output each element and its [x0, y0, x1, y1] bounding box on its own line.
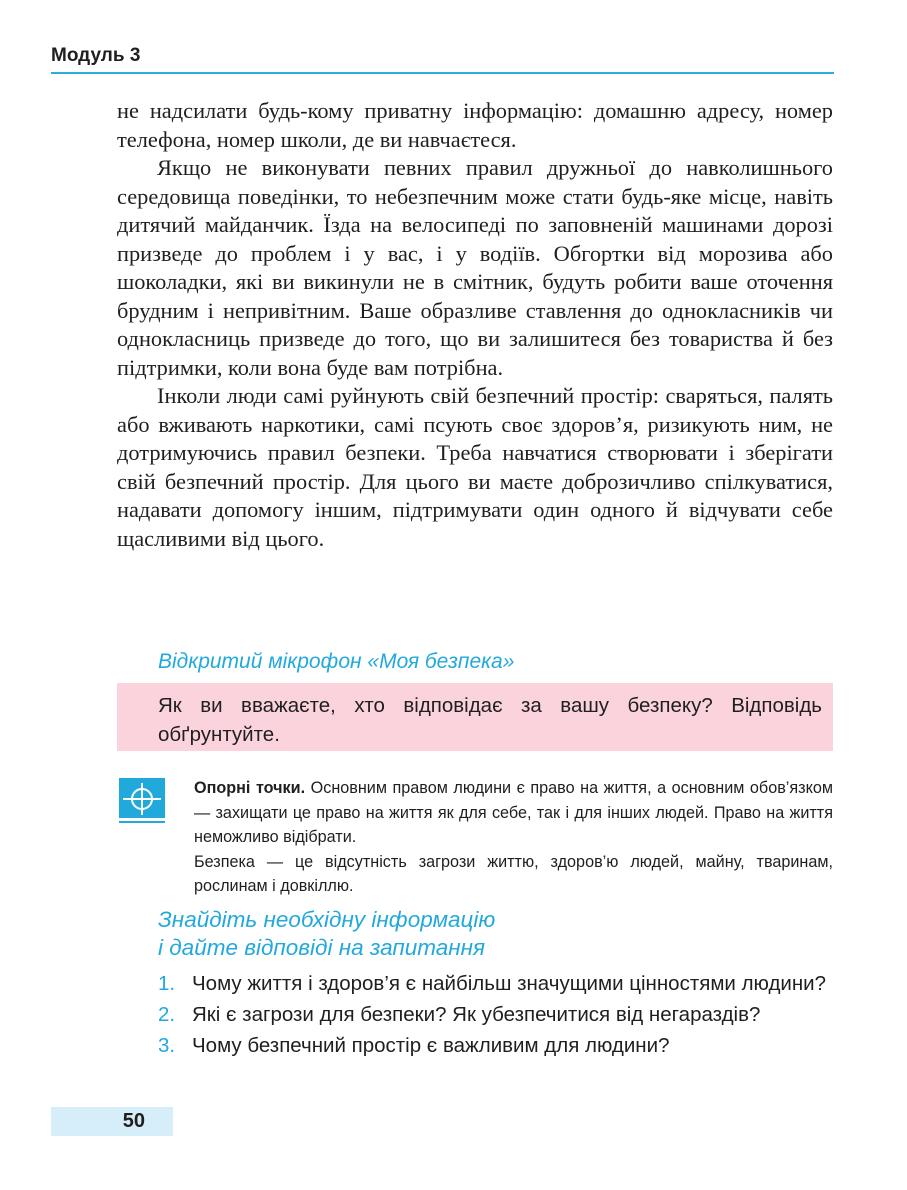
question-text: Які є загрози для безпеки? Як убезпечитися від негараздів?	[192, 1003, 761, 1026]
question-list	[158, 970, 833, 1063]
page-number-box	[51, 1107, 173, 1136]
question-number: 2.	[158, 1003, 176, 1026]
target-icon	[119, 778, 165, 824]
list-item	[158, 970, 833, 998]
discussion-question: Як ви вважаєте, хто відповідає за вашу безпеку? Відповідь обґрунтуйте.	[158, 694, 822, 746]
page-number: 50	[122, 1110, 145, 1132]
key-points	[194, 776, 833, 899]
task-heading	[158, 906, 495, 962]
question-text: Чому безпечний простір є важливим для людини?	[192, 1034, 670, 1057]
list-item	[158, 1032, 833, 1060]
task-heading-line: і дайте відповіді на запитання	[158, 935, 486, 960]
question-number: 1.	[158, 972, 176, 995]
paragraph: не надсилати будь-кому приватну інформацію: домашню адресу, номер телефона, номер школи, де ви навчаєтеся.	[117, 98, 833, 152]
safety-definition: Безпека — це відсутність загрози життю, здоров’ю людей, майну, тваринам, рослинам і довкіллю.	[194, 852, 833, 895]
microphone-heading: Відкритий мікрофон «Моя безпека»	[158, 650, 515, 673]
question-number: 3.	[158, 1034, 176, 1057]
paragraph: Якщо не виконувати певних правил дружньої до навколишнього середовища поведінки, то небезпечним може стати будь-яке місце, навіть дитячий майданчик. Їзда на велосипеді по заповненій машинами дорозі призведе до проблем і у вас, і у водіїв. Обгортки від морозива або шоколадки, які ви викинули не в смітник, будуть робити ваше оточення брудним і непривітним. Ваше образливе ставлення до однокласників чи однокласниць призведе до того, що ви залишитеся без товариства й без підтримки, коли вона буде вам потрібна.	[117, 155, 833, 380]
key-points-body: Основним правом людини є право на життя, а основним обов’язком — захищати це право на життя як для себе, так і для інших людей. Право на життя неможливо відібрати.	[194, 779, 833, 846]
discussion-question-box	[117, 683, 833, 751]
page-header	[51, 44, 834, 74]
key-points-text	[194, 776, 833, 850]
task-heading-line: Знайдіть необхідну інформацію	[158, 907, 496, 932]
main-text	[117, 97, 833, 553]
paragraph: Інколи люди самі руйнують свій безпечний простір: сваряться, палять або вживають наркотики, самі псують своє здоров’я, ризикують ним, не дотримуючись правил безпеки. Треба навчатися створювати і зберігати свій безпечний простір. Для цього ви маєте доброзичливо спілкуватися, надавати допомогу іншим, підтримувати один одного й відчувати себе щасливими від цього.	[117, 383, 833, 551]
key-points-lead: Опорні точки.	[194, 779, 306, 797]
module-title: Модуль 3	[51, 45, 141, 66]
list-item	[158, 1001, 833, 1029]
question-text: Чому життя і здоров’я є найбільш значущими цінностями людини?	[192, 972, 827, 995]
